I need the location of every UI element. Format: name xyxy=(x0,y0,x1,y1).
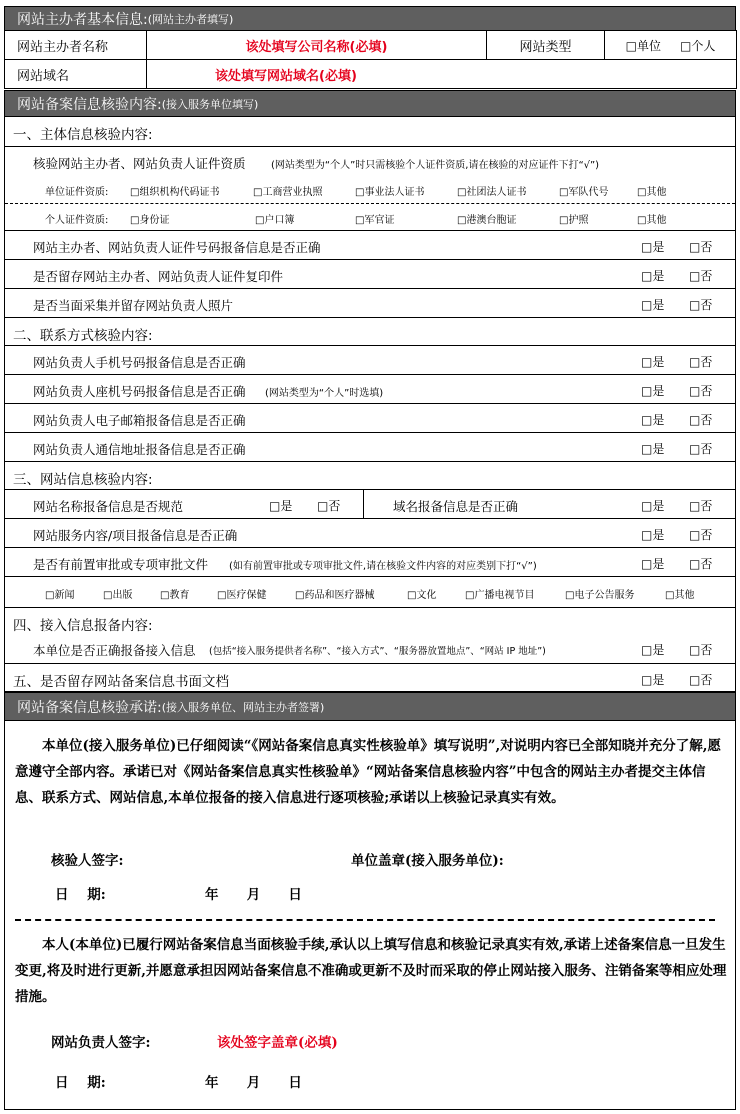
part4-heading: 四、接入信息报备内容: xyxy=(13,618,153,634)
category-option[interactable]: □电子公告服务 xyxy=(565,590,635,601)
yes-no-row xyxy=(5,259,735,288)
yes-no-row xyxy=(5,288,735,317)
site-type-unit-checkbox[interactable]: □单位 xyxy=(625,38,661,53)
site-type-person-checkbox[interactable]: □个人 xyxy=(680,38,716,53)
category-option[interactable]: □出版 xyxy=(103,590,133,601)
question: 网站负责人手机号码报备信息是否正确 xyxy=(33,355,246,370)
question: 是否当面采集并留存网站负责人照片 xyxy=(33,298,234,313)
part5-row xyxy=(5,663,735,692)
part5-heading: 五、是否留存网站备案信息书面文档 xyxy=(13,674,229,690)
no-checkbox[interactable]: □否 xyxy=(689,240,713,254)
question: 网站名称报备信息是否规范 xyxy=(33,499,184,514)
section-header-basic xyxy=(4,6,736,30)
person-cert-option[interactable]: □身份证 xyxy=(130,215,170,226)
cert-question-row xyxy=(5,146,735,176)
column-divider xyxy=(363,490,364,518)
yes-no-row xyxy=(5,230,735,259)
yes-no-row xyxy=(5,518,735,547)
site-type-label: 网站类型 xyxy=(487,31,605,60)
no-checkbox[interactable]: □否 xyxy=(317,499,341,513)
part2-heading-row xyxy=(5,317,735,345)
no-checkbox[interactable]: □否 xyxy=(689,355,713,369)
question: 是否有前置审批或专项审批文件 xyxy=(33,557,209,572)
question-note: (包括“接入服务提供者名称”、“接入方式”、“服务器放置地点”、“网站 IP 地址”) xyxy=(209,646,546,657)
no-checkbox[interactable]: □否 xyxy=(689,673,713,687)
approval-category-row xyxy=(5,576,735,607)
person-cert-option[interactable]: □其他 xyxy=(637,215,667,226)
domain-value[interactable]: 该处填写网站域名(必填) xyxy=(147,60,737,89)
no-checkbox[interactable]: □否 xyxy=(689,298,713,312)
no-checkbox[interactable]: □否 xyxy=(689,269,713,283)
date-fields[interactable]: 年 月 日 xyxy=(205,887,302,903)
question: 网站负责人座机号码报备信息是否正确 xyxy=(33,384,246,399)
site-type-options[interactable] xyxy=(605,31,737,60)
category-option[interactable]: □广播电视节目 xyxy=(465,590,535,601)
section-subtitle: (网站主办者填写) xyxy=(147,12,234,26)
unit-cert-option[interactable]: □其他 xyxy=(637,187,667,198)
unit-cert-label: 单位证件资质: xyxy=(45,187,109,198)
yes-no-row xyxy=(5,403,735,432)
category-option[interactable]: □医疗保健 xyxy=(217,590,267,601)
person-cert-option[interactable]: □军官证 xyxy=(355,215,395,226)
no-checkbox[interactable]: □否 xyxy=(689,499,713,513)
checker-sign-label: 核验人签字: xyxy=(51,853,124,869)
category-option[interactable]: □新闻 xyxy=(45,590,75,601)
section-header-verify xyxy=(4,90,736,116)
yes-checkbox[interactable]: □是 xyxy=(641,240,665,254)
section-subtitle: (接入服务单位、网站主办者签署) xyxy=(161,700,325,714)
category-option[interactable]: □文化 xyxy=(407,590,437,601)
yes-checkbox[interactable]: □是 xyxy=(641,643,665,657)
yes-checkbox[interactable]: □是 xyxy=(269,499,293,513)
part4-heading-row xyxy=(5,607,735,635)
no-checkbox[interactable]: □否 xyxy=(689,528,713,542)
question-note: (如有前置审批或专项审批文件,请在核验文件内容的对应类别下打“√”) xyxy=(229,561,537,572)
promise-box xyxy=(4,720,736,1110)
no-checkbox[interactable]: □否 xyxy=(689,442,713,456)
question: 本单位是否正确报备接入信息 xyxy=(33,643,196,658)
no-checkbox[interactable]: □否 xyxy=(689,557,713,571)
question: 网站主办者、网站负责人证件号码报备信息是否正确 xyxy=(33,240,321,255)
part3-heading-row xyxy=(5,461,735,489)
yes-no-row xyxy=(5,547,735,576)
site-name-domain-row xyxy=(5,489,735,518)
unit-cert-row xyxy=(5,176,735,203)
no-checkbox[interactable]: □否 xyxy=(689,643,713,657)
dashed-separator xyxy=(15,919,715,921)
question: 是否留存网站主办者、网站负责人证件复印件 xyxy=(33,269,284,284)
date-label: 日 期: xyxy=(55,1075,106,1091)
section-title: 网站主办者基本信息: xyxy=(17,11,148,28)
yes-checkbox[interactable]: □是 xyxy=(641,557,665,571)
person-cert-option[interactable]: □户口簿 xyxy=(255,215,295,226)
person-cert-option[interactable]: □护照 xyxy=(559,215,589,226)
person-cert-label: 个人证件资质: xyxy=(45,215,109,226)
cert-question: 核验网站主办者、网站负责人证件资质 xyxy=(33,156,246,171)
person-cert-option[interactable]: □港澳台胞证 xyxy=(457,215,517,226)
promise-paragraph-owner: 本人(本单位)已履行网站备案信息当面核验手续,承认以上填写信息和核验记录真实有效,承诺上述备案信息一旦发生变更,将及时进行更新,并愿意承担因网站备案信息不准确或更新不及时而采取的停止网站接入服务、注销备案等相应处理措施。 xyxy=(15,937,727,1005)
question: 域名报备信息是否正确 xyxy=(393,499,519,514)
cert-note: (网站类型为“个人”时只需核验个人证件资质,请在核验的对应证件下打“√”) xyxy=(271,160,600,171)
yes-checkbox[interactable]: □是 xyxy=(641,269,665,283)
yes-no-row xyxy=(5,432,735,461)
yes-checkbox[interactable]: □是 xyxy=(641,442,665,456)
section-title: 网站备案信息核验内容: xyxy=(17,96,162,113)
date-label: 日 期: xyxy=(55,887,106,903)
owner-sign-label: 网站负责人签字: xyxy=(51,1035,151,1051)
yes-checkbox[interactable]: □是 xyxy=(641,499,665,513)
date-fields[interactable]: 年 月 日 xyxy=(205,1075,302,1091)
category-option[interactable]: □其他 xyxy=(665,590,695,601)
owner-name-value[interactable]: 该处填写公司名称(必填) xyxy=(147,31,487,60)
question: 网站负责人通信地址报备信息是否正确 xyxy=(33,442,246,457)
part1-heading: 一、主体信息核验内容: xyxy=(13,127,153,143)
category-option[interactable]: □药品和医疗器械 xyxy=(295,590,375,601)
no-checkbox[interactable]: □否 xyxy=(689,413,713,427)
yes-checkbox[interactable]: □是 xyxy=(641,355,665,369)
unit-cert-option[interactable]: □事业法人证书 xyxy=(355,187,425,198)
yes-checkbox[interactable]: □是 xyxy=(641,528,665,542)
promise-paragraph-unit: 本单位(接入服务单位)已仔细阅读“《网站备案信息真实性核验单》填写说明”,对说明内容已全部知晓并充分了解,愿意遵守全部内容。承诺已对《网站备案信息真实性核验单》“网站备案信息核验内容”中包含的网站主办者提交主体信息、联系方式、网站信息,本单位报备的接入信息进行逐项核验;承诺以上核验记录真实有效。 xyxy=(15,738,721,806)
yes-checkbox[interactable]: □是 xyxy=(641,673,665,687)
unit-cert-option[interactable]: □社团法人证书 xyxy=(457,187,527,198)
section-header-promise xyxy=(4,692,736,720)
yes-no-row xyxy=(5,345,735,374)
unit-cert-option[interactable]: □军队代号 xyxy=(559,187,609,198)
section-title: 网站备案信息核验承诺: xyxy=(17,699,162,716)
question-note: (网站类型为“个人”时选填) xyxy=(265,388,384,399)
unit-cert-option[interactable]: □组织机构代码证书 xyxy=(130,187,220,198)
question: 网站服务内容/项目报备信息是否正确 xyxy=(33,528,238,543)
category-option[interactable]: □教育 xyxy=(160,590,190,601)
part3-heading: 三、网站信息核验内容: xyxy=(13,472,153,488)
yes-checkbox[interactable]: □是 xyxy=(641,298,665,312)
yes-no-row xyxy=(5,635,735,663)
no-checkbox[interactable]: □否 xyxy=(689,384,713,398)
unit-seal-label: 单位盖章(接入服务单位): xyxy=(351,853,504,869)
person-cert-row xyxy=(5,203,735,230)
owner-name-label: 网站主办者名称 xyxy=(5,31,147,60)
yes-checkbox[interactable]: □是 xyxy=(641,384,665,398)
part2-heading: 二、联系方式核验内容: xyxy=(13,328,153,344)
basic-info-table xyxy=(4,30,737,89)
owner-sign-value[interactable]: 该处签字盖章(必填) xyxy=(217,1035,338,1051)
yes-no-row xyxy=(5,374,735,403)
domain-label: 网站域名 xyxy=(5,60,147,89)
section-subtitle: (接入服务单位填写) xyxy=(161,97,259,111)
verify-box xyxy=(4,116,736,692)
question: 网站负责人电子邮箱报备信息是否正确 xyxy=(33,413,246,428)
unit-cert-option[interactable]: □工商营业执照 xyxy=(253,187,323,198)
part1-heading-row xyxy=(5,117,735,146)
yes-checkbox[interactable]: □是 xyxy=(641,413,665,427)
